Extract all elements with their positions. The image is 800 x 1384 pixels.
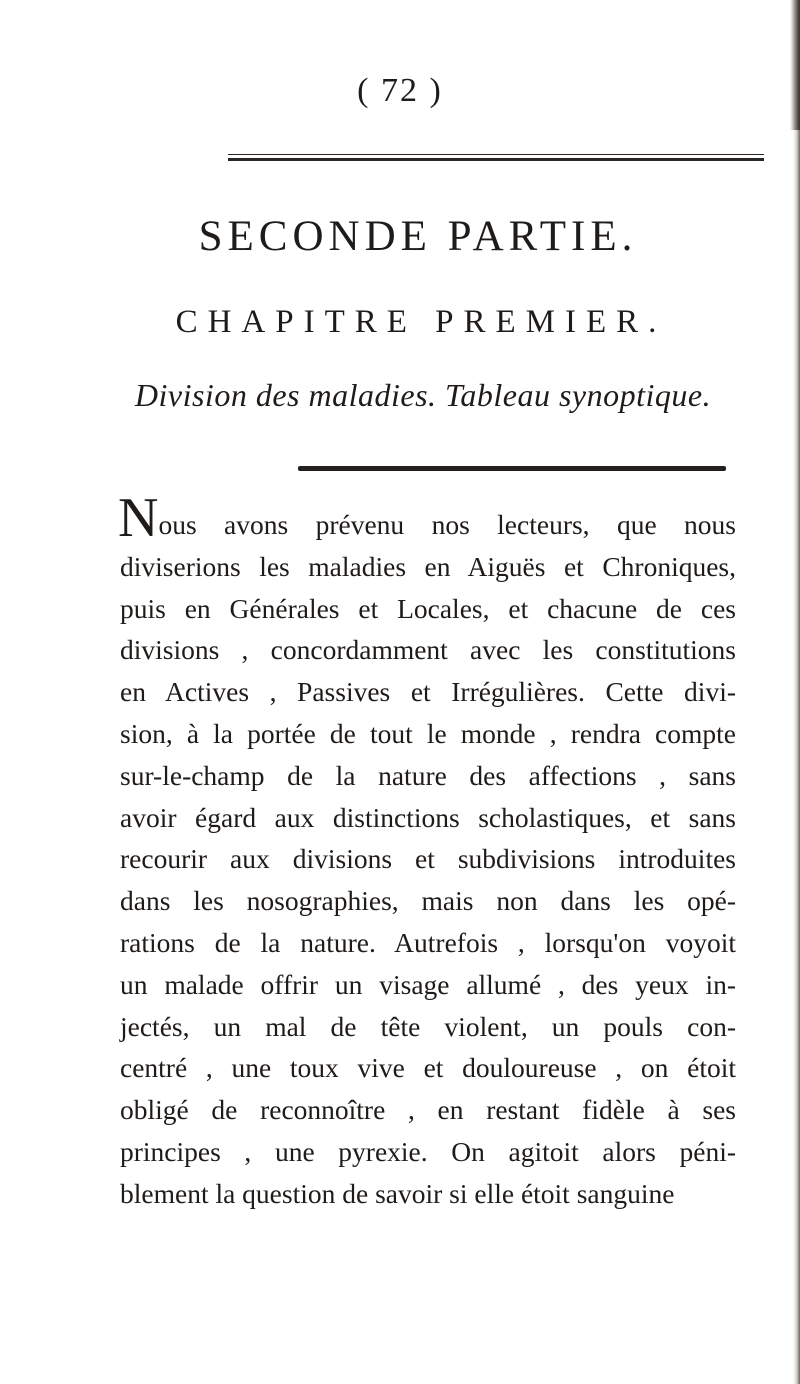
section-rule	[298, 466, 726, 471]
body-line: divisions , concordamment avec les constitutions	[120, 634, 736, 666]
body-line: rations de la nature. Autrefois , lorsqu'on voyoit	[120, 926, 736, 958]
body-line: jectés, un mal de tête violent, un pouls con-	[120, 1010, 736, 1042]
body-line: dans les nosographies, mais non dans les opé-	[120, 885, 736, 917]
body-line: sur-le-champ de la nature des affections , sans	[120, 759, 736, 791]
body-line: sion, à la portée de tout le monde , rendra compte	[120, 717, 736, 749]
body-line: principes , une pyrexie. On agitoit alors péni-	[120, 1135, 736, 1167]
body-line: blement la question de savoir si elle étoit sanguine	[120, 1177, 675, 1209]
body-paragraph	[118, 487, 736, 1215]
body-line: avoir égard aux distinctions scholastiques, et sans	[120, 801, 736, 833]
body-line: puis en Générales et Locales, et chacune de ces	[120, 592, 736, 624]
body-line: centré , une toux vive et douloureuse , on étoit	[120, 1052, 736, 1084]
chapter-title: CHAPITRE PREMIER.	[175, 304, 667, 340]
body-line: un malade offrir un visage allumé , des yeux in-	[120, 968, 736, 1000]
initial-letter: N	[118, 487, 159, 549]
page-edge-shadow-top	[790, 0, 800, 130]
body-line: recourir aux divisions et subdivisions introduites	[120, 843, 736, 875]
chapter-subtitle: Division des maladies. Tableau synoptique.	[134, 377, 712, 413]
body-line-1	[118, 487, 736, 549]
body-line: diviserions les maladies en Aiguës et Chroniques,	[120, 550, 736, 582]
page-number: ( 72 )	[357, 72, 443, 109]
body-line: en Actives , Passives et Irrégulières. Cette divi-	[120, 676, 736, 708]
body-line-text: ous avons prévenu nos lecteurs, que nous	[158, 509, 736, 540]
page-edge-shadow	[793, 0, 800, 1384]
body-line: obligé de reconnoître , en restant fidèle à ses	[120, 1094, 736, 1126]
header-double-rule	[228, 154, 764, 161]
part-title: SECONDE PARTIE.	[198, 213, 638, 260]
